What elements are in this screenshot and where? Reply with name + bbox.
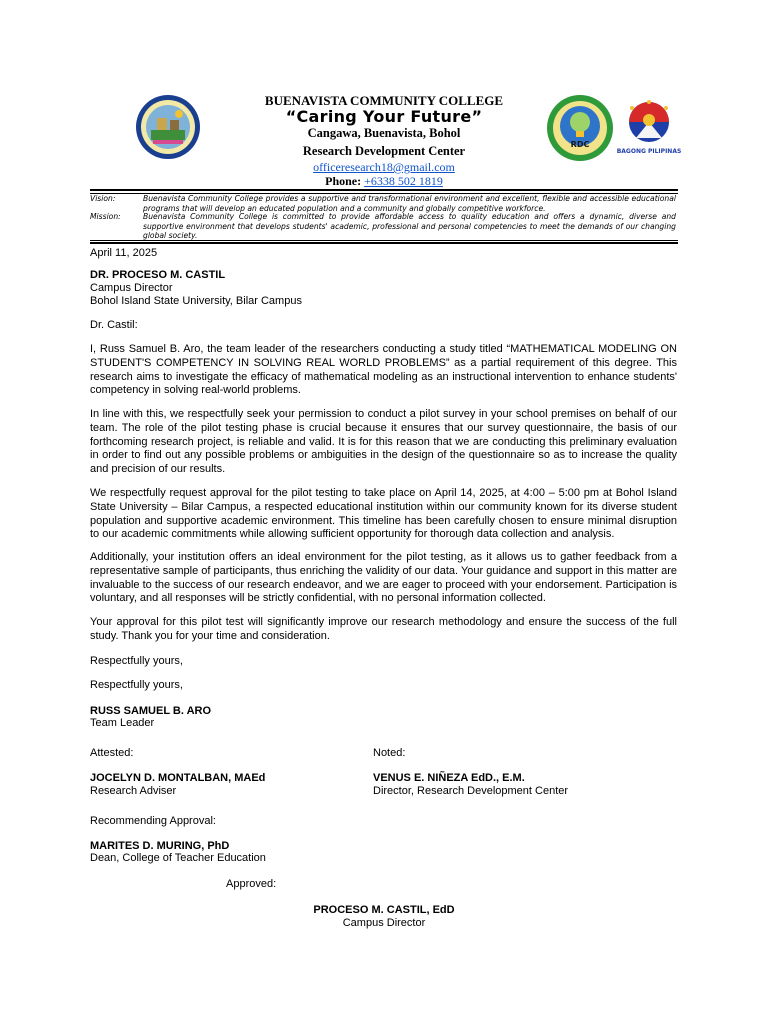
director-title: Director, Research Development Center: [373, 785, 569, 797]
closing-2: Respectfully yours,: [90, 679, 183, 691]
bagong-pilipinas-logo: [618, 98, 680, 160]
paragraph-1: I, Russ Samuel B. Aro, the team leader of the researchers conducting a study titled “MATHEMATICAL MODELING ON STUDENT'S COMPETENCY IN SOLVING REAL WORLD PROBLEMS” as a partial requirement of this degree. This research aims to investigate the efficacy of mathematical modeling as an instructional intervention to enhance students' competency in solving real-world problems.: [90, 343, 677, 397]
paragraph-3: We respectfully request approval for the pilot testing to take place on April 14, 2025, at 4:00 – 5:00 pm at Bohol Island State University – Bilar Campus, a respected educational institution within our community known for its diverse student population and supportive academic environment. This timeline has been carefully chosen to ensure minimal disruption to our academic commitments while allowing sufficient opportunity for thorough data collection and analysis.: [90, 487, 677, 541]
recommending-label: Recommending Approval:: [90, 815, 216, 827]
office-name: Research Development Center: [302, 144, 466, 158]
approved-label: Approved:: [226, 878, 277, 890]
paragraph-2: In line with this, we respectfully seek your permission to conduct a pilot survey in your school premises on behalf of our team. The role of the pilot testing phase is crucial because it ensures that our survey questionnaire, the basis of our forthcoming research project, is reliable and valid. It is for this reason that we are conducting this preliminary evaluation in order to find out any possible problems or ambiguities in the design of the questionnaire so as to increase the quality and precision of our results.: [90, 408, 677, 476]
phone-link[interactable]: +6338 502 1819: [364, 174, 443, 188]
vm-rule-thin: [90, 240, 678, 241]
paragraph-5: Your approval for this pilot test will significantly improve our research methodology and ensure the success of the full study. Thank you for your time and consideration.: [90, 616, 677, 642]
adviser-name: JOCELYN D. MONTALBAN, MAEd: [90, 772, 266, 784]
vm-rule-thick: [90, 242, 678, 244]
mission-label: Mission:: [90, 212, 121, 221]
mission-text: Buenavista Community College is committed to provide affordable access to quality education and offers a dynamic, diverse and supportive environment that develops students' academic, professional and personal competencies to meet the demands of our changing global society.: [143, 212, 676, 240]
recipient-name: DR. PROCESO M. CASTIL: [90, 269, 226, 281]
bagong-pilipinas-text: BAGONG PILIPINAS: [616, 148, 682, 155]
sender-title: Team Leader: [90, 717, 155, 729]
email-line: [0, 160, 768, 175]
approver-name: PROCESO M. CASTIL, EdD: [313, 904, 455, 916]
attested-label: Attested:: [90, 747, 134, 759]
phone-label: Phone:: [325, 174, 365, 188]
vision-label: Vision:: [90, 194, 116, 203]
sender-name: RUSS SAMUEL B. ARO: [90, 705, 212, 717]
header-rule-thick: [90, 189, 678, 191]
dean-name: MARITES D. MURING, PhD: [90, 840, 230, 852]
approver-title: Campus Director: [342, 917, 426, 929]
phone-line: [0, 174, 768, 189]
email-link[interactable]: officeresearch18@gmail.com: [313, 160, 455, 174]
recipient-title: Campus Director: [90, 282, 173, 294]
rdc-logo-text: RDC: [570, 140, 590, 149]
recipient-org: Bohol Island State University, Bilar Campus: [90, 295, 302, 307]
noted-label: Noted:: [373, 747, 406, 759]
dean-title: Dean, College of Teacher Education: [90, 852, 266, 864]
closing-1: Respectfully yours,: [90, 655, 183, 667]
director-name: VENUS E. NIÑEZA EdD., E.M.: [373, 772, 525, 784]
adviser-title: Research Adviser: [90, 785, 177, 797]
salutation: Dr. Castil:: [90, 319, 138, 331]
college-address: Cangawa, Buenavista, Bohol: [307, 126, 461, 140]
rdc-logo: [546, 94, 614, 162]
vision-text: Buenavista Community College provides a supportive and transformational environment and excellent, flexible and accessible educational programs that will develop an educated population and a community and globally competitive workforce.: [143, 194, 676, 213]
paragraph-4: Additionally, your institution offers an ideal environment for the pilot testing, as it allows us to gather feedback from a representative sample of participants, thus enriching the validity of our data. Your guidance and support in this matter are invaluable to the success of our research endeavor, and we are eager to proceed with your endorsement. Participation is voluntary, and all responses will be strictly confidential, with no personal information collected.: [90, 551, 678, 605]
college-name: BUENAVISTA COMMUNITY COLLEGE: [264, 93, 504, 108]
college-motto: “Caring Your Future”: [285, 107, 483, 126]
letter-date: April 11, 2025: [90, 247, 158, 259]
